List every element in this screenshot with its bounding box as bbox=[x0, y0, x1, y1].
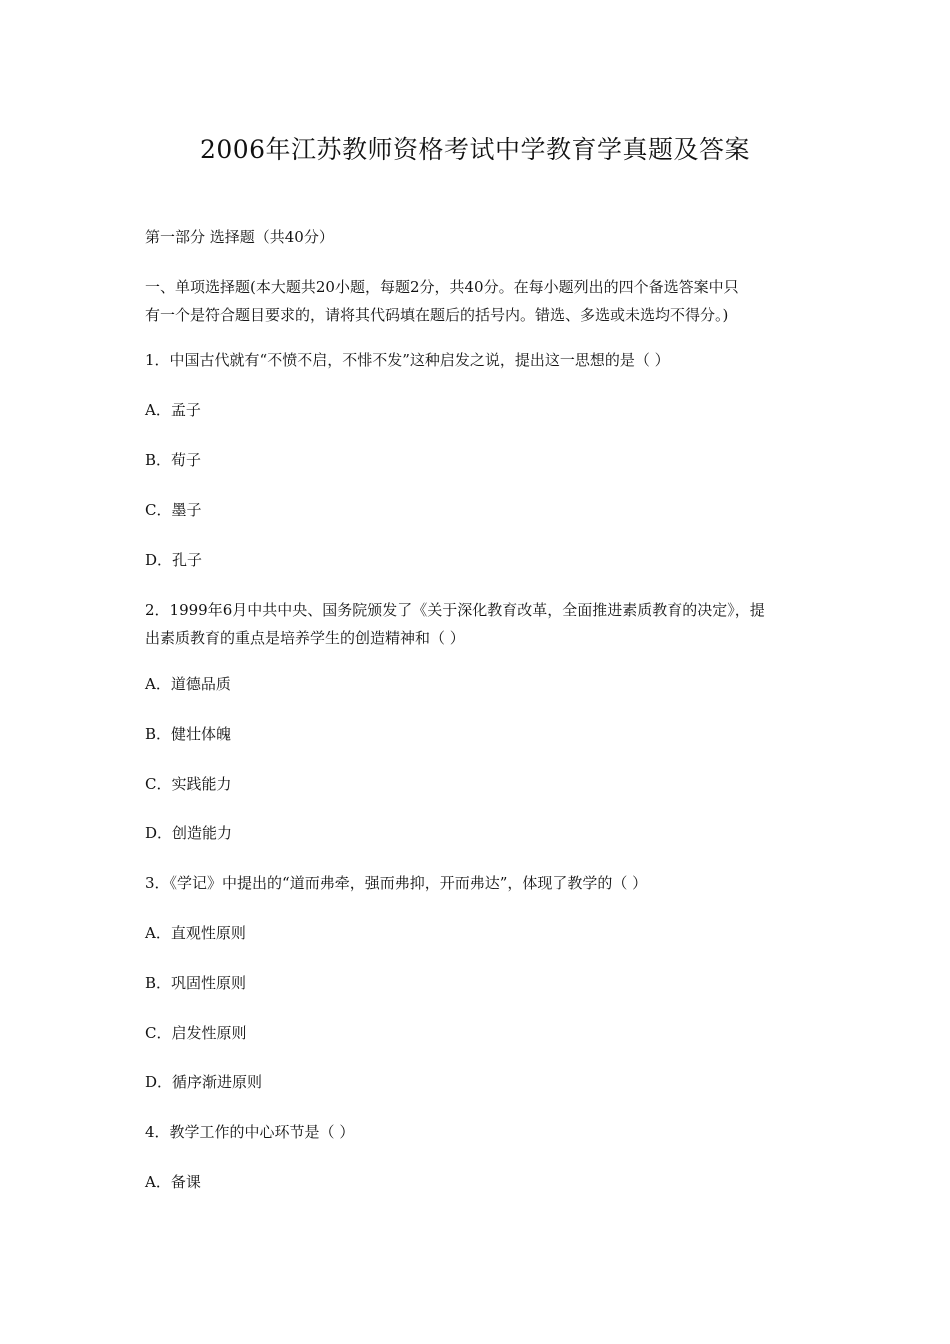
question-2-option-c: C．实践能力 bbox=[145, 775, 232, 793]
question-3-stem: 3．《学记》中提出的“道而弗牵，强而弗抑，开而弗达”，体现了教学的（ ） bbox=[145, 874, 648, 892]
question-1-option-d: D．孔子 bbox=[145, 551, 203, 569]
question-2-option-a: A．道德品质 bbox=[145, 675, 231, 693]
part-heading: 第一部分 选择题（共40分） bbox=[145, 228, 334, 246]
question-2-stem-line: 出素质教育的重点是培养学生的创造精神和（ ） bbox=[145, 629, 465, 647]
question-1-option-b: B．荀子 bbox=[145, 451, 202, 469]
question-3-option-d: D．循序渐进原则 bbox=[145, 1073, 263, 1091]
question-1-option-a: A．孟子 bbox=[145, 401, 201, 419]
instructions-line: 有一个是符合题目要求的，请将其代码填在题后的括号内。错选、多选或未选均不得分。) bbox=[145, 306, 729, 324]
question-3-option-b: B．巩固性原则 bbox=[145, 974, 247, 992]
question-4-option-a: A．备课 bbox=[145, 1173, 201, 1191]
question-2-stem bbox=[145, 596, 810, 652]
document-title: 2006年江苏教师资格考试中学教育学真题及答案 bbox=[199, 135, 751, 164]
question-2-option-d: D．创造能力 bbox=[145, 824, 233, 842]
question-2-option-b: B．健壮体魄 bbox=[145, 725, 232, 743]
question-3-option-a: A．直观性原则 bbox=[145, 924, 246, 942]
question-1-option-c: C．墨子 bbox=[145, 501, 202, 519]
question-2-stem-line: 2．1999年6月中共中央、国务院颁发了《关于深化教育改革，全面推进素质教育的决定》，提 bbox=[145, 601, 765, 619]
instructions-line: 一、单项选择题(本大题共20小题，每题2分，共40分。在每小题列出的四个备选答案中只 bbox=[145, 278, 739, 296]
question-3-option-c: C．启发性原则 bbox=[145, 1024, 247, 1042]
section-instructions bbox=[145, 273, 810, 329]
question-1-stem: 1．中国古代就有“不愤不启，不悱不发”这种启发之说，提出这一思想的是（ ） bbox=[145, 351, 670, 369]
question-4-stem: 4．教学工作的中心环节是（ ） bbox=[145, 1123, 355, 1141]
